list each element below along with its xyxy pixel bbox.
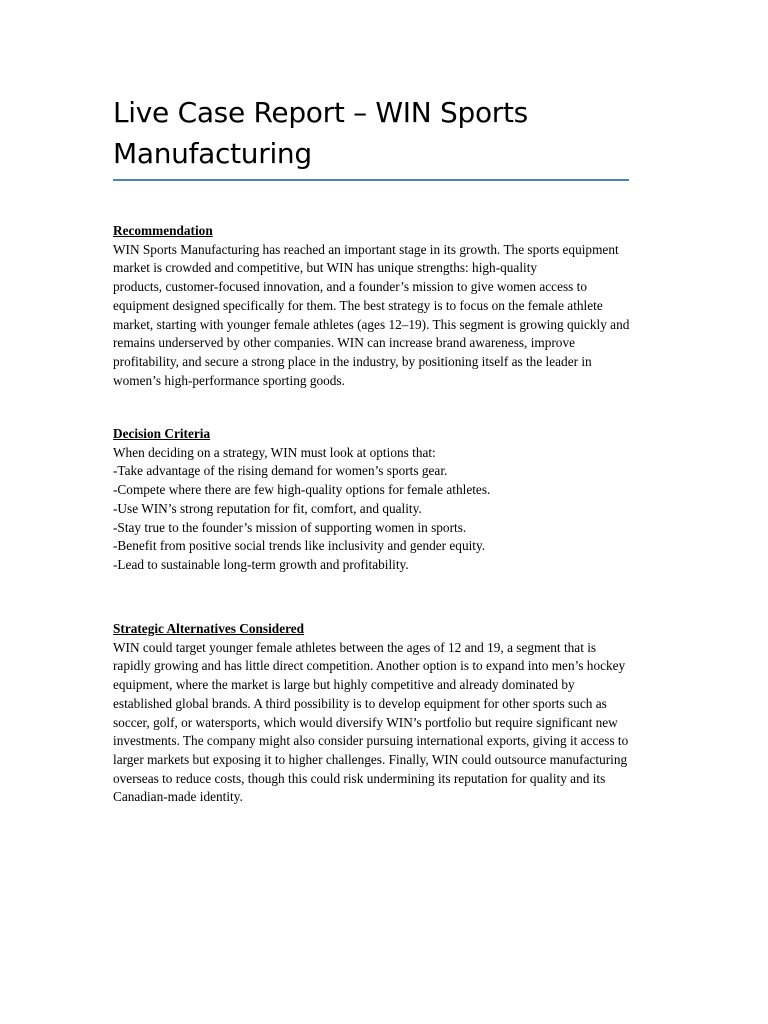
recommendation-section — [113, 222, 653, 390]
strategic-alternatives-heading: Strategic Alternatives Considered — [113, 621, 305, 636]
decision-criteria-intro: When deciding on a strategy, WIN must look at options that: — [113, 444, 436, 460]
document-title-line: Manufacturing — [113, 137, 312, 170]
decision-criteria-section — [113, 425, 653, 575]
decision-criteria-list — [113, 444, 653, 575]
criteria-item: -Stay true to the founder’s mission of supporting women in sports. — [113, 519, 467, 535]
recommendation-heading: Recommendation — [113, 223, 213, 238]
paragraph-line: rapidly growing and has little direct competition. Another option is to expand into men’s hockey — [113, 658, 626, 674]
paragraph-line: remains underserved by other companies. WIN can increase brand awareness, improve — [113, 335, 576, 351]
strategic-alternatives-paragraph — [113, 639, 653, 807]
paragraph-line: equipment, where the market is large but highly competitive and already dominated by — [113, 677, 575, 693]
paragraph-line: WIN could target younger female athletes between the ages of 12 and 19, a segment that is — [113, 639, 597, 655]
paragraph-line: overseas to reduce costs, though this could risk undermining its reputation for quality and its — [113, 770, 606, 786]
paragraph-line: products, customer-focused innovation, and a founder’s mission to give women access to — [113, 279, 588, 295]
title-divider — [113, 179, 629, 181]
criteria-item: -Lead to sustainable long-term growth and profitability. — [113, 556, 409, 572]
recommendation-paragraph — [113, 241, 653, 391]
document-title-line: Live Case Report – WIN Sports — [113, 96, 528, 129]
paragraph-line: market, starting with younger female athletes (ages 12–19). This segment is growing quickly and — [113, 316, 630, 332]
criteria-item: -Use WIN’s strong reputation for fit, comfort, and quality. — [113, 500, 422, 516]
criteria-item: -Benefit from positive social trends like inclusivity and gender equity. — [113, 538, 486, 554]
document-title — [113, 92, 653, 174]
decision-criteria-heading: Decision Criteria — [113, 426, 211, 441]
paragraph-line: larger markets but exposing it to higher challenges. Finally, WIN could outsource manufacturing — [113, 751, 628, 767]
paragraph-line: women’s high-performance sporting goods. — [113, 372, 345, 388]
paragraph-line: established global brands. A third possibility is to develop equipment for other sports such as — [113, 695, 607, 711]
paragraph-line: investments. The company might also consider pursuing international exports, giving it access to — [113, 733, 629, 749]
paragraph-line: market is crowded and competitive, but WIN has unique strengths: high-quality — [113, 260, 538, 276]
paragraph-line: WIN Sports Manufacturing has reached an important stage in its growth. The sports equipment — [113, 241, 619, 257]
paragraph-line: equipment designed specifically for them. The best strategy is to focus on the female athlete — [113, 297, 603, 313]
strategic-alternatives-section — [113, 620, 653, 807]
paragraph-line: profitability, and secure a strong place in the industry, by positioning itself as the leader in — [113, 353, 592, 369]
paragraph-line: Canadian-made identity. — [113, 789, 243, 805]
paragraph-line: soccer, golf, or watersports, which would diversify WIN’s portfolio but require significant new — [113, 714, 618, 730]
criteria-item: -Compete where there are few high-quality options for female athletes. — [113, 482, 491, 498]
criteria-item: -Take advantage of the rising demand for women’s sports gear. — [113, 463, 448, 479]
